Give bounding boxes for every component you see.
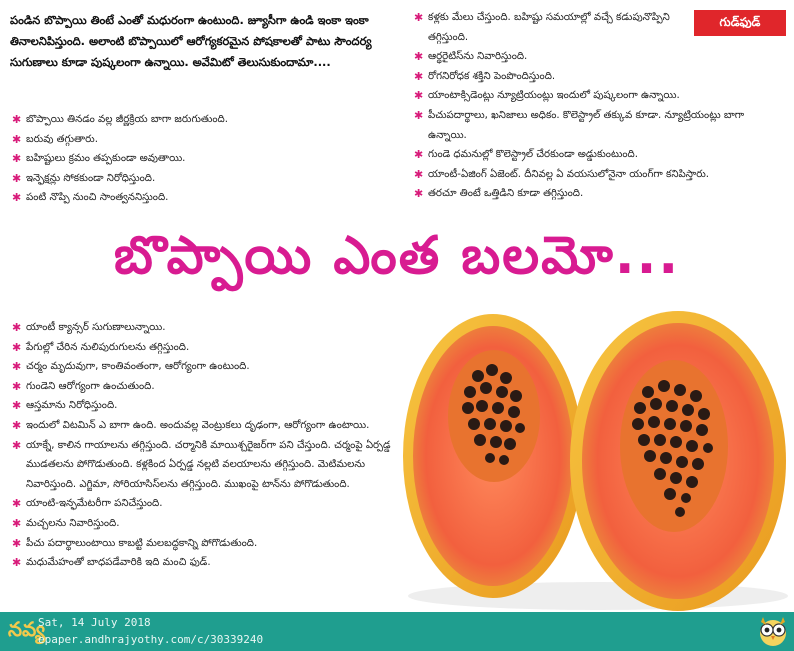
asterisk-icon: ✱ — [12, 536, 22, 550]
list-item: ✱ ఆర్థరైటిస్‌ను నివారిస్తుంది. — [414, 47, 784, 67]
list-item: ✱ యాంటీ క్యాన్సర్ సుగుణాలున్నాయి. — [12, 318, 397, 338]
list-item: ✱ మచ్చలను నివారిస్తుంది. — [12, 514, 397, 534]
list-item: ✱ చర్మం మృదువుగా, కాంతివంతంగా, ఆరోగ్యంగా ఉంటుంది. — [12, 357, 397, 377]
asterisk-icon: ✱ — [12, 113, 22, 126]
asterisk-icon: ✱ — [12, 438, 22, 452]
asterisk-icon: ✱ — [12, 340, 22, 354]
asterisk-icon: ✱ — [12, 321, 22, 334]
list-item: ✱ బహిష్టులు క్రమం తప్పకుండా అవుతాయి. — [12, 149, 397, 169]
list-item: ✱ ఆస్తమాను నిరోధిస్తుంది. — [12, 396, 397, 416]
asterisk-icon: ✱ — [12, 418, 22, 432]
list-item: ✱ గుండె ధమనుల్లో కొలెస్ట్రాల్ చేరకుండా అడ్డుకుంటుంది. — [414, 145, 784, 165]
list-item: ✱ బొప్పాయి తినడం వల్ల జీర్ణక్రియ బాగా జరుగుతుంది. — [12, 110, 397, 130]
benefits-list-top-left — [12, 110, 397, 208]
benefits-list-bottom — [12, 318, 397, 573]
owl-icon — [756, 614, 790, 648]
asterisk-icon: ✱ — [414, 187, 424, 201]
asterisk-icon: ✱ — [12, 152, 22, 166]
headline: బొప్పాయి ఎంత బలమో... — [113, 226, 681, 286]
epaper-url[interactable]: epaper.andhrajyothy.com/c/30339240 — [38, 633, 264, 646]
publication-logo: నవ్య — [8, 617, 46, 641]
benefits-list-top-right — [414, 8, 784, 204]
asterisk-icon: ✱ — [12, 379, 22, 393]
asterisk-icon: ✱ — [414, 11, 424, 24]
list-item: ✱ ఇన్ఫెక్షన్లు సోకకుండా నిరోధిస్తుంది. — [12, 169, 397, 189]
edition-date: Sat, 14 July 2018 — [38, 616, 151, 629]
section-tag: గుడ్‌ఫుడ్ — [694, 10, 786, 36]
list-item: ✱ పంటి నొప్పి నుంచి సాంత్వననిస్తుంది. — [12, 188, 397, 208]
asterisk-icon: ✱ — [414, 50, 424, 64]
asterisk-icon: ✱ — [12, 132, 22, 146]
list-item: ✱ యాంటాక్సిడెంట్లు న్యూట్రియంట్లు ఇందులో పుష్కలంగా ఉన్నాయి. — [414, 86, 784, 106]
asterisk-icon: ✱ — [414, 167, 424, 181]
asterisk-icon: ✱ — [12, 516, 22, 530]
asterisk-icon: ✱ — [12, 360, 22, 374]
list-item: ✱ యాక్నే, కాలిన గాయాలను తగ్గిస్తుంది. చర్మానికి మాయిశ్చరైజర్‌గా పని చేస్తుంది. చర్మంపై ఏర్పడ్డ ముడతలను పోగొడుతుంది. కళ్లకింద ఏర్పడ్డ నల్లటి వలయాలను తగ్గిస్తుంది. మెటిమలను నివారిస్తుంది. ఎగ్జిమా, సోరియాసిస్‌లను తగ్గిస్తుంది. ముఖంపై టాన్‌ను పోగొడుతుంది. — [12, 436, 397, 495]
asterisk-icon: ✱ — [414, 148, 424, 162]
list-item: ✱ యాంటి-ఇన్ఫమేటరీగా పనిచేస్తుంది. — [12, 494, 397, 514]
intro-paragraph: పండిన బొప్పాయి తింటే ఎంతో మధురంగా ఉంటుంది. జ్యూసీగా ఉండి ఇంకా ఇంకా తినాలనిపిస్తుంది. అలాంటి బొప్పాయిలో ఆరోగ్యకరమైన పోషకాలతో పాటు సౌందర్య సుగుణాలు కూడా పుష్కలంగా ఉన్నాయి. అవేమిటో తెలుసుకుందామా.... — [10, 13, 372, 69]
asterisk-icon: ✱ — [414, 69, 424, 83]
list-item: ✱ తరచూ తింటే ఒత్తిడిని కూడా తగ్గిస్తుంది. — [414, 184, 784, 204]
list-item: ✱ ఇందులో విటమిన్ ఎ బాగా ఉంది. అందువల్ల వెంట్రుకలు దృఢంగా, ఆరోగ్యంగా ఉంటాయి. — [12, 416, 397, 436]
footer-bar — [0, 612, 794, 651]
list-item: ✱ పీచుపదార్థాలు, ఖనిజాలు అధికం. కొలెస్ట్రాల్ తక్కువ కూడా. న్యూట్రియంట్లు బాగా ఉన్నాయి. — [414, 106, 784, 145]
list-item: ✱ బరువు తగ్గుతారు. — [12, 130, 397, 150]
asterisk-icon: ✱ — [12, 191, 22, 205]
asterisk-icon: ✱ — [414, 108, 424, 122]
list-item: ✱ గుండెని ఆరోగ్యంగా ఉంచుతుంది. — [12, 377, 397, 397]
list-item: ✱ రోగనిరోధక శక్తిని పెంపొందిస్తుంది. — [414, 67, 784, 87]
list-item: ✱ పీచు పదార్థాలుంటాయి కాబట్టి మలబద్ధకాన్ని పోగొడుతుంది. — [12, 534, 397, 554]
asterisk-icon: ✱ — [12, 556, 22, 570]
asterisk-icon: ✱ — [414, 89, 424, 103]
list-item: ✱ మధుమేహంతో బాధపడేవారికి ఇది మంచి ఫుడ్. — [12, 553, 397, 573]
asterisk-icon: ✱ — [12, 171, 22, 185]
asterisk-icon: ✱ — [12, 497, 22, 511]
list-item: ✱ యాంటీ-ఏజింగ్ ఏజెంట్. దీనివల్ల ఏ వయసులోనైనా యంగ్‌గా కనిపిస్తారు. — [414, 165, 784, 185]
asterisk-icon: ✱ — [12, 399, 22, 413]
list-item: ✱ పేగుల్లో చేరిన నులిపురుగులను తగ్గిస్తుంది. — [12, 338, 397, 358]
papaya-illustration — [398, 296, 794, 614]
list-item: ✱ కళ్లకు మేలు చేస్తుంది. బహిష్టు సమయాల్లో వచ్చే కడుపునొప్పిని తగ్గిస్తుంది. — [414, 8, 784, 47]
